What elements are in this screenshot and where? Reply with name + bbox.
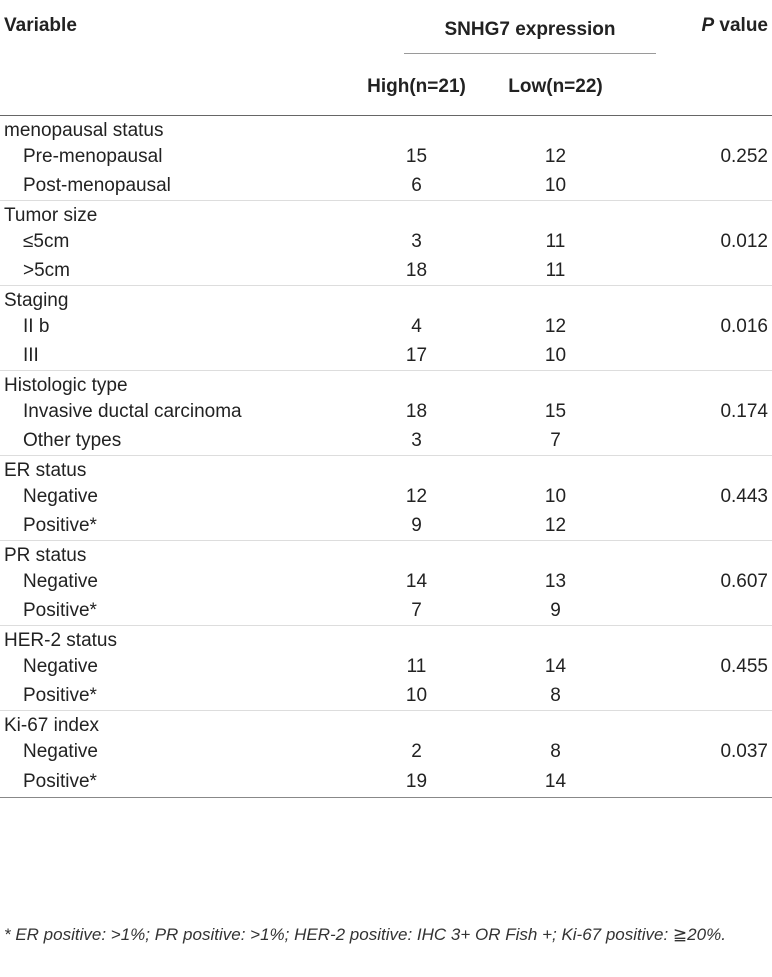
high-value: 10 <box>405 684 428 706</box>
table-row <box>0 567 772 596</box>
low-value: 10 <box>544 485 567 507</box>
p-value-header <box>638 0 772 59</box>
row-label: Post-menopausal <box>23 174 171 196</box>
high-value: 7 <box>411 599 422 621</box>
low-value: 14 <box>544 655 567 677</box>
table-body <box>0 116 772 798</box>
low-value: 8 <box>550 740 561 762</box>
snhg7-expression-label: SNHG7 expression <box>404 19 656 54</box>
p-value <box>638 171 772 201</box>
row-label: Positive* <box>0 766 360 798</box>
p-value <box>638 256 772 286</box>
group-header-row <box>0 626 772 652</box>
p-value: 0.252 <box>720 145 768 167</box>
table-row <box>0 256 772 286</box>
high-value: 12 <box>405 485 428 507</box>
group-header-row <box>0 286 772 312</box>
p-value: 0.455 <box>720 655 768 677</box>
group-header-row <box>0 456 772 482</box>
p-value: 0.012 <box>720 230 768 252</box>
table-row <box>0 511 772 541</box>
high-value: 18 <box>405 259 428 281</box>
row-label: ≤5cm <box>23 230 70 252</box>
group-label: Tumor size <box>4 205 98 226</box>
group-label: PR status <box>4 545 87 566</box>
table-row <box>0 171 772 201</box>
low-value: 10 <box>544 344 567 366</box>
low-value: 8 <box>550 684 561 706</box>
p-value <box>638 426 772 456</box>
row-label: Negative <box>23 655 98 677</box>
low-value: 7 <box>550 429 561 451</box>
group-label: HER-2 status <box>4 630 117 651</box>
header-spacer <box>0 59 360 116</box>
high-value: 11 <box>406 655 427 677</box>
group-header-row <box>0 541 772 567</box>
row-label: Pre-menopausal <box>23 145 163 167</box>
high-value: 6 <box>411 174 422 196</box>
p-value <box>638 766 772 798</box>
table-row <box>0 737 772 766</box>
high-value: 3 <box>411 230 422 252</box>
p-value-rest: value <box>714 15 768 36</box>
low-value: 9 <box>550 599 561 621</box>
table-row <box>0 652 772 681</box>
row-label: III <box>23 344 39 366</box>
table-row <box>0 766 772 798</box>
low-value: 14 <box>473 766 638 798</box>
p-value <box>638 596 772 626</box>
row-label: Negative <box>23 570 98 592</box>
table-row <box>0 227 772 256</box>
row-label: Positive* <box>23 599 97 621</box>
low-value: 12 <box>544 145 567 167</box>
p-value: 0.174 <box>720 400 768 422</box>
table-row <box>0 142 772 171</box>
row-label: >5cm <box>23 259 70 281</box>
row-label: Invasive ductal carcinoma <box>23 400 242 422</box>
p-value: 0.037 <box>720 740 768 762</box>
row-label: Positive* <box>23 514 97 536</box>
group-label: Histologic type <box>4 375 128 396</box>
table-row <box>0 482 772 511</box>
high-value: 4 <box>411 315 422 337</box>
table-row <box>0 426 772 456</box>
table-row <box>0 596 772 626</box>
table-row <box>0 681 772 711</box>
row-label: Other types <box>23 429 122 451</box>
group-label: Ki-67 index <box>4 715 100 736</box>
header-row-1 <box>0 0 772 59</box>
low-value: 15 <box>544 400 567 422</box>
p-value: 0.443 <box>720 485 768 507</box>
row-label: II b <box>23 315 50 337</box>
high-value: 15 <box>405 145 428 167</box>
variable-header: Variable <box>4 15 77 36</box>
high-value: 9 <box>411 514 422 536</box>
high-header: High(n=21) <box>360 59 473 116</box>
high-value: 2 <box>411 740 422 762</box>
row-label: Negative <box>23 740 98 762</box>
high-value: 19 <box>360 766 473 798</box>
high-value: 14 <box>405 570 428 592</box>
snhg7-expression-header <box>360 0 638 59</box>
group-header-row <box>0 116 772 143</box>
group-header-row <box>0 711 772 737</box>
group-header-row <box>0 371 772 397</box>
row-label: Negative <box>23 485 98 507</box>
header-row-2 <box>0 59 772 116</box>
p-value <box>638 341 772 371</box>
p-value: 0.016 <box>720 315 768 337</box>
group-header-row <box>0 201 772 227</box>
p-value <box>638 511 772 541</box>
table-row <box>0 312 772 341</box>
row-label: Positive* <box>23 684 97 706</box>
group-label: Staging <box>4 290 69 311</box>
high-value: 3 <box>411 429 422 451</box>
high-value: 17 <box>405 344 428 366</box>
low-value: 13 <box>544 570 567 592</box>
low-value: 11 <box>545 259 566 281</box>
table-row <box>0 341 772 371</box>
group-label: menopausal status <box>4 120 164 141</box>
table-row <box>0 397 772 426</box>
p-value <box>638 681 772 711</box>
low-header: Low(n=22) <box>473 59 638 116</box>
footnote: * ER positive: >1%; PR positive: >1%; HER-2 positive: IHC 3+ OR Fish +; Ki-67 positive: ≧20%. <box>4 925 726 944</box>
group-label: ER status <box>4 460 87 481</box>
p-value: 0.607 <box>720 570 768 592</box>
p-italic: P <box>701 15 715 36</box>
low-value: 12 <box>544 514 567 536</box>
low-value: 11 <box>545 230 566 252</box>
low-value: 10 <box>544 174 567 196</box>
high-value: 18 <box>405 400 428 422</box>
low-value: 12 <box>544 315 567 337</box>
header-spacer-right <box>638 59 772 116</box>
